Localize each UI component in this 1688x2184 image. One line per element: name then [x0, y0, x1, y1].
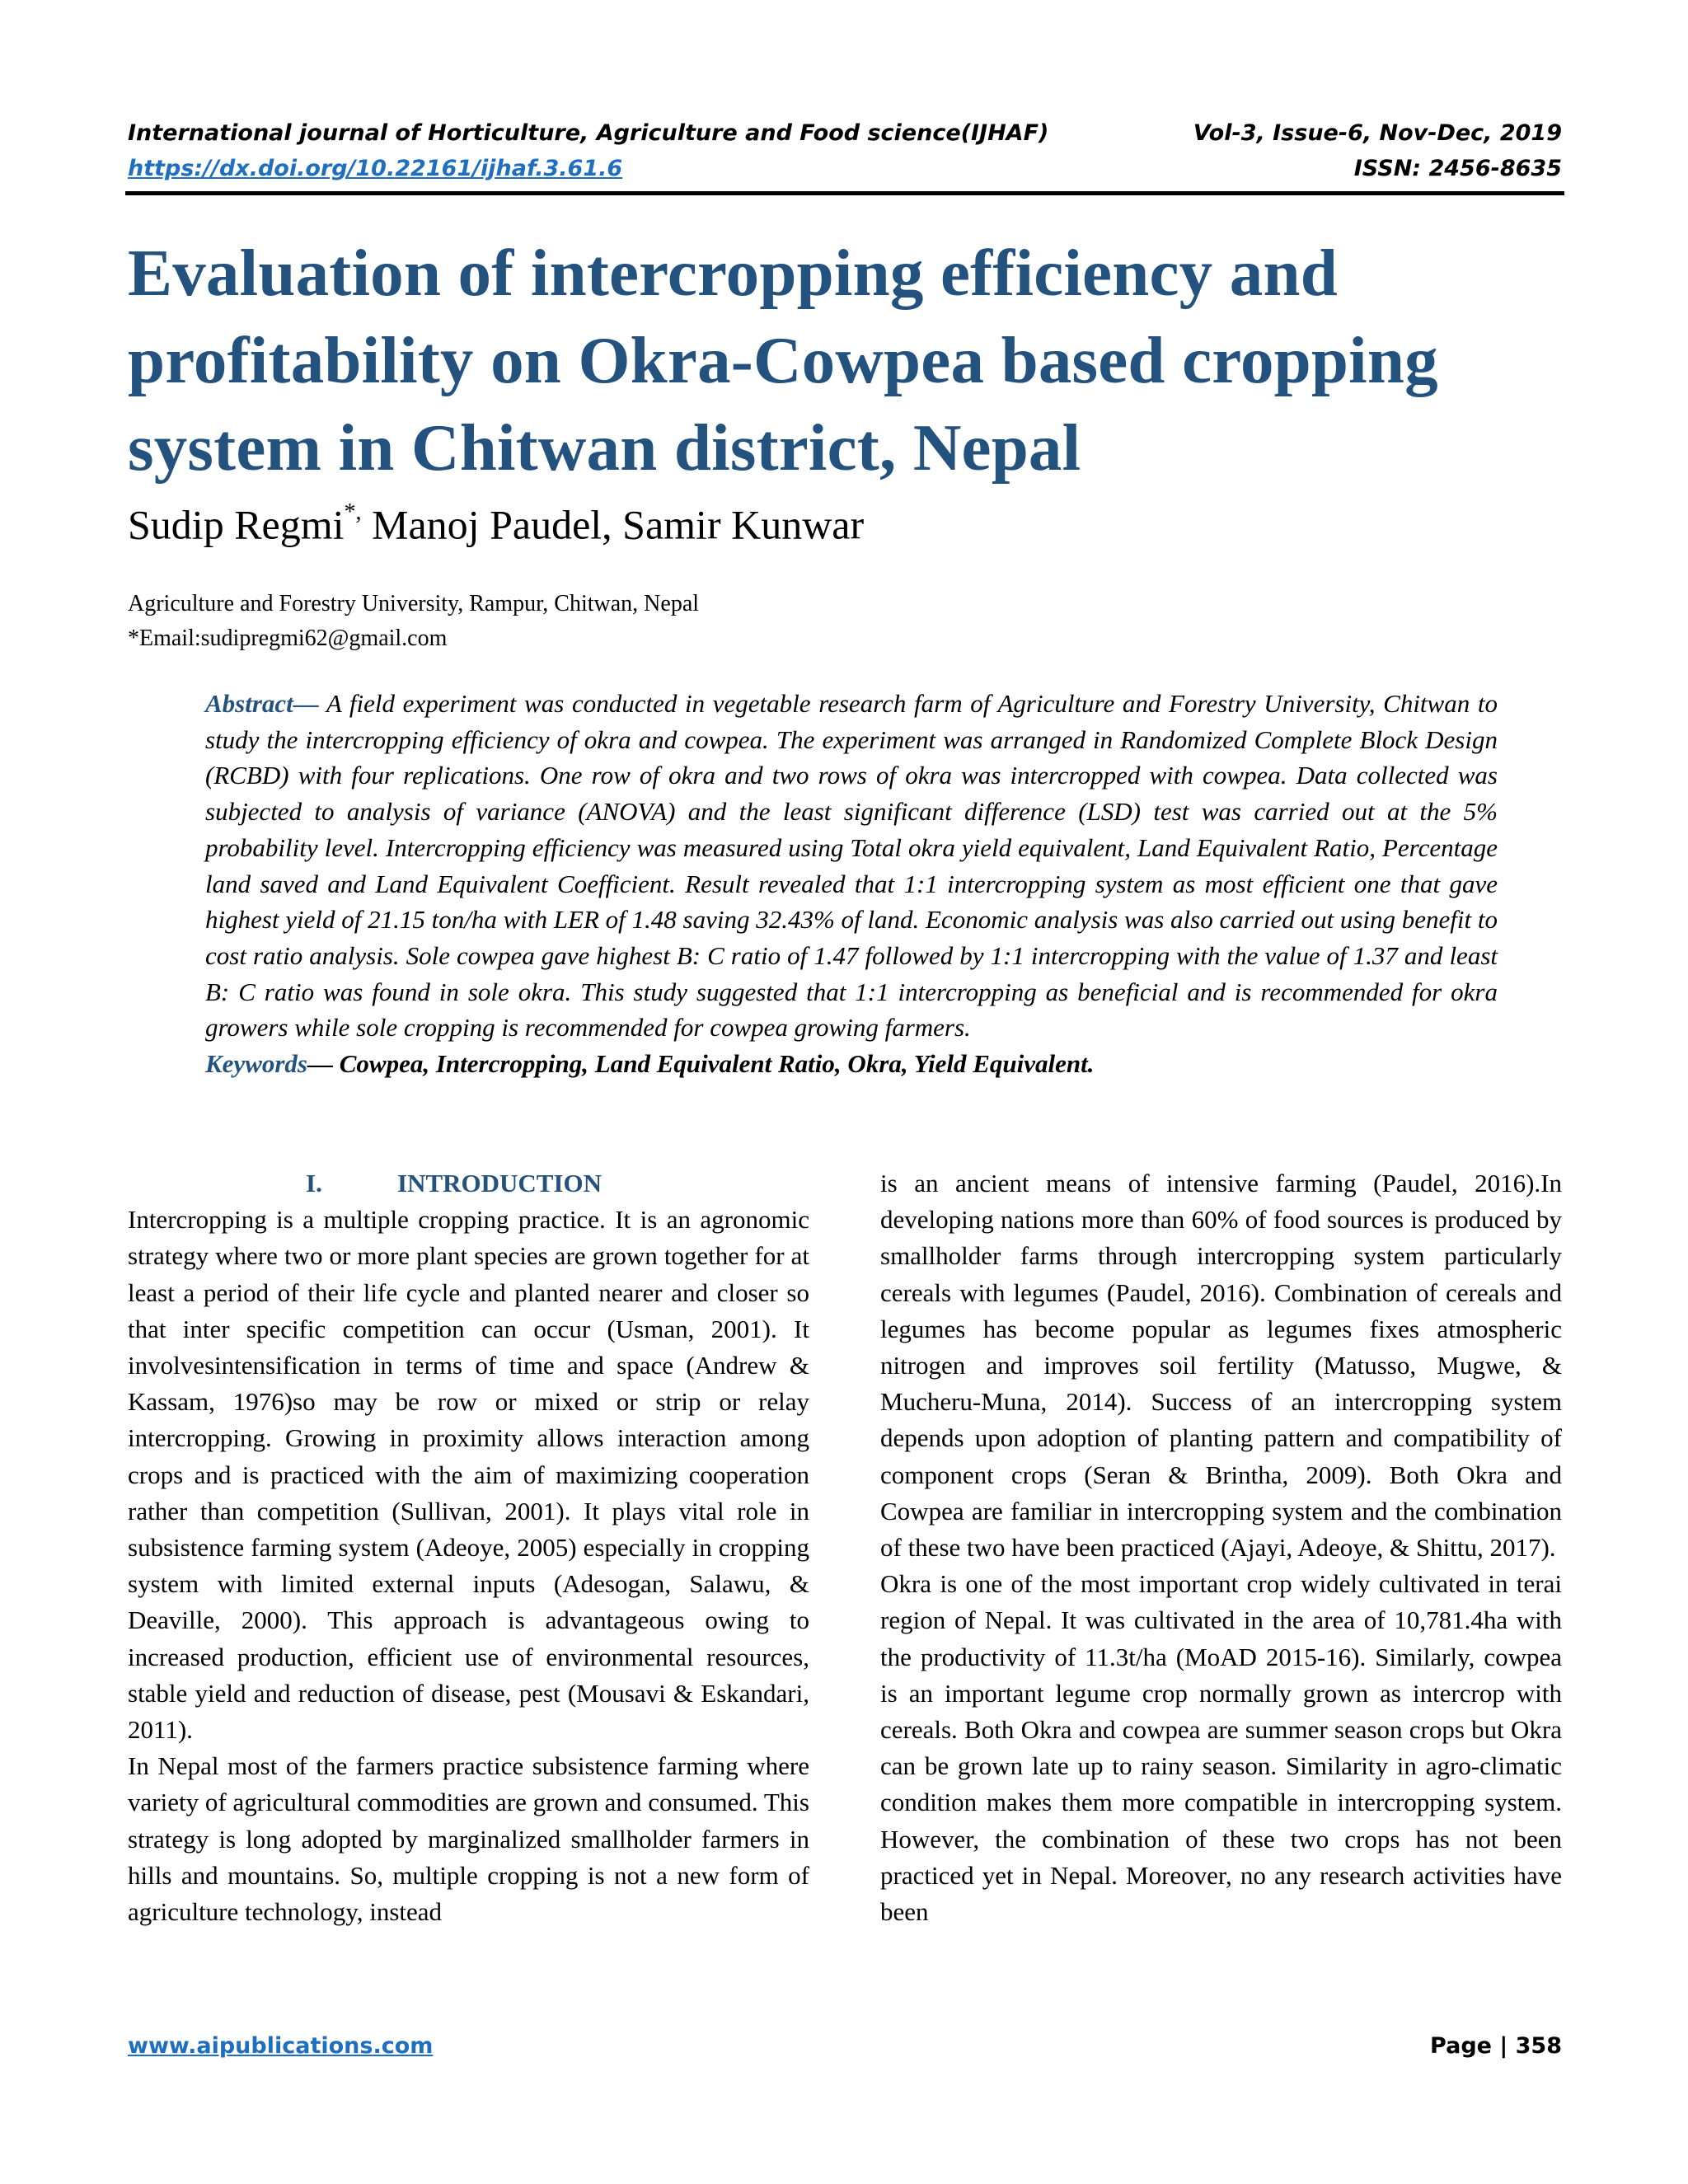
paragraph: is an ancient means of intensive farming (Paudel, 2016).In developing nations more than 60% of food sources is produced by smallholder farms through intercropping system particularly cereals with legumes (Paudel, 2016). Combination of cereals and legumes has become popular as legumes fixes atmospheric nitrogen and improves soil fertility (Matusso, Mugwe, & Mucheru-Muna, 2014). Success of an intercropping system depends upon adoption of planting pattern and compatibility of component crops (Seran & Brintha, 2009). Both Okra and Cowpea are familiar in intercropping system and the combination of these two have been practiced (Ajayi, Adeoye, & Shittu, 2017).	[880, 1169, 1562, 1563]
keywords	[205, 1046, 1498, 1082]
affiliation-block	[128, 587, 699, 656]
abstract-block	[205, 686, 1498, 1082]
paragraph: Okra is one of the most important crop widely cultivated in terai region of Nepal. It was cultivated in the area of 10,781.4ha with the productivity of 11.3t/ha (MoAD 2015-16). Similarly, cowpea is an important legume crop normally grown as intercrop with cereals. Both Okra and cowpea are summer season crops but Okra can be grown late up to rainy season. Similarity in agro-climatic condition makes them more compatible in intercropping system. However, the combination of these two crops has not been practiced yet in Nepal. Moreover, no any research activities have been	[880, 1569, 1562, 1927]
page-footer	[128, 2033, 1562, 2059]
running-header	[128, 115, 1562, 186]
issn: ISSN: 2456-8635	[1353, 156, 1562, 181]
abstract-label: Abstract—	[205, 689, 319, 718]
keywords-label: Keywords	[205, 1049, 307, 1079]
website-link[interactable]: www.aipublications.com	[128, 2033, 434, 2059]
paragraph: Intercropping is a multiple cropping practice. It is an agronomic strategy where two or more plant species are grown together for at least a period of their life cycle and planted nearer and closer so that inter specific competition can occur (Usman, 2001). It involvesintensification in terms of time and space (Andrew & Kassam, 1976)so may be row or mixed or strip or relay intercropping. Growing in proximity allows interaction among crops and is practiced with the aim of maximizing cooperation rather than competition (Sullivan, 2001). It plays vital role in subsistence farming system (Adeoye, 2005) especially in cropping system with limited external inputs (Adesogan, Salawu, & Deaville, 2000). This approach is advantageous owing to increased production, efficient use of environmental resources, stable yield and reduction of disease, pest (Mousavi & Eskandari, 2011).	[128, 1205, 809, 1745]
author-list	[128, 493, 864, 550]
keywords-list: — Cowpea, Intercropping, Land Equivalent Ratio, Okra, Yield Equivalent.	[307, 1049, 1095, 1079]
paragraph: In Nepal most of the farmers practice subsistence farming where variety of agricultural commodities are grown and consumed. This strategy is long adopted by marginalized smallholder farmers in hills and mountains. So, multiple cropping is not a new form of agriculture technology, instead	[128, 1751, 809, 1927]
corresponding-mark: *,	[344, 499, 362, 525]
section-number: I.	[306, 1169, 322, 1197]
left-column	[128, 1165, 809, 1930]
affiliation: Agriculture and Forestry University, Rampur, Chitwan, Nepal	[128, 591, 700, 616]
first-author: Sudip Regmi	[128, 501, 345, 548]
right-column	[880, 1165, 1562, 1930]
abstract-text	[205, 686, 1498, 1046]
journal-name: International journal of Horticulture, Agriculture and Food science(IJHAF)	[128, 120, 1049, 146]
section-title: INTRODUCTION	[397, 1169, 603, 1197]
volume-issue: Vol-3, Issue-6, Nov-Dec, 2019	[1193, 120, 1562, 146]
other-authors: Manoj Paudel, Samir Kunwar	[361, 501, 865, 548]
section-heading-introduction	[128, 1165, 809, 1202]
email: *Email:sudipregmi62@gmail.com	[128, 626, 448, 651]
doi-link[interactable]: https://dx.doi.org/10.22161/ijhaf.3.61.6	[128, 156, 623, 181]
page-number: Page | 358	[1430, 2033, 1562, 2059]
header-divider	[125, 191, 1564, 195]
paper-title: Evaluation of intercropping efficiency and profitability on Okra-Cowpea based cropping system in Chitwan district, Nepal	[128, 236, 1438, 485]
abstract-body: A field experiment was conducted in vegetable research farm of Agriculture and Forestry University, Chitwan to study the intercropping efficiency of okra and cowpea. The experiment was arranged in Randomized Complete Block Design (RCBD) with four replications. One row of okra and two rows of okra was intercropped with cowpea. Data collected was subjected to analysis of variance (ANOVA) and the least significant difference (LSD) test was carried out at the 5% probability level. Intercropping efficiency was measured using Total okra yield equivalent, Land Equivalent Ratio, Percentage land saved and Land Equivalent Coefficient. Result revealed that 1:1 intercropping system as most efficient one that gave highest yield of 21.15 ton/ha with LER of 1.48 saving 32.43% of land. Economic analysis was also carried out using benefit to cost ratio analysis. Sole cowpea gave highest B: C ratio of 1.47 followed by 1:1 intercropping with the value of 1.37 and least B: C ratio was found in sole okra. This study suggested that 1:1 intercropping as beneficial and is recommended for okra growers while sole cropping is recommended for cowpea growing farmers.	[205, 689, 1498, 1043]
